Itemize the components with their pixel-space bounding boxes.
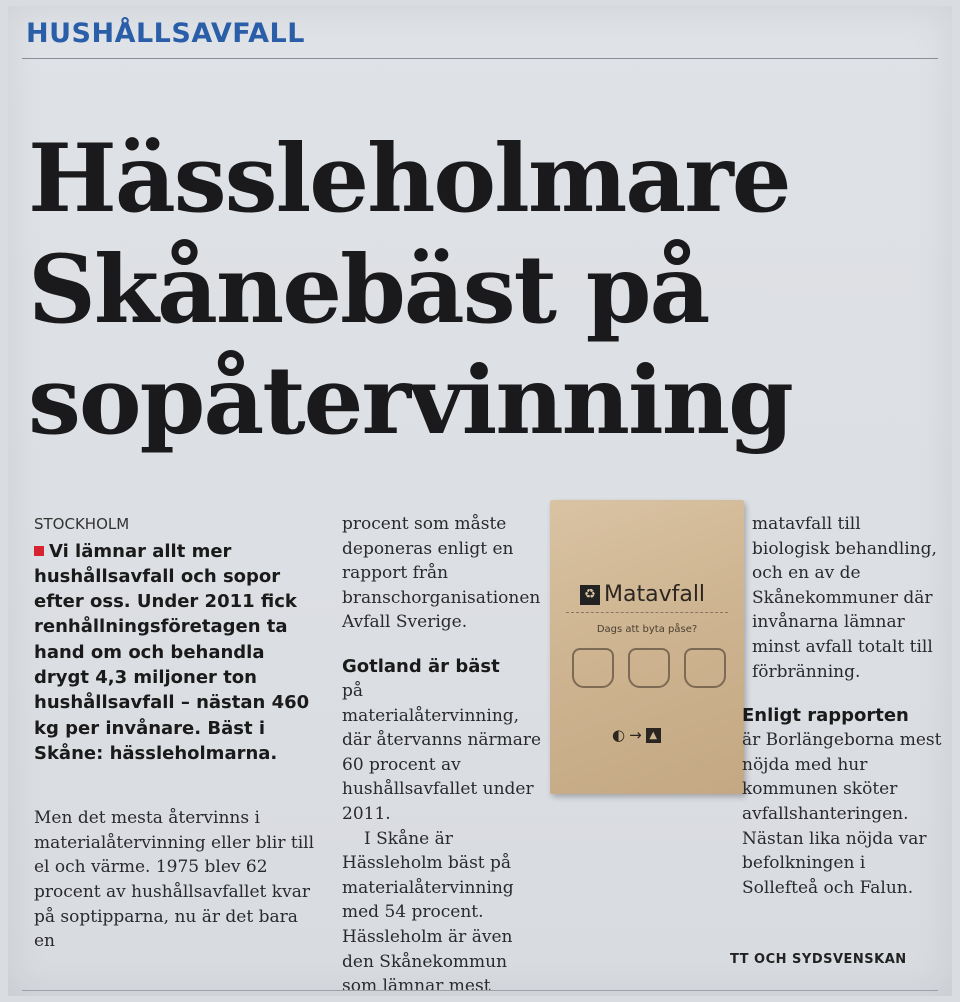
bottom-rule: [22, 990, 938, 991]
column-3: [652, 512, 942, 900]
dateline: STOCKHOLM: [34, 515, 130, 533]
body-paragraph: procent som måste deponeras enligt en rapport från branschorganisationen Avfall Sverige.: [342, 514, 541, 633]
arrow-right-icon: →: [629, 726, 642, 744]
bullet-square-icon: [34, 546, 44, 556]
lead-paragraph: [34, 539, 324, 767]
recycle-mark-icon: ♻: [580, 585, 600, 605]
headline-line-3: sopåtervinning: [28, 346, 792, 456]
body-paragraph: [652, 512, 942, 684]
top-rule: [22, 58, 938, 59]
headline: [28, 124, 948, 457]
subhead-gotland: Gotland är bäst: [342, 655, 500, 677]
bag-circle-icon: ◐: [612, 726, 626, 744]
body-paragraph: på materialåtervinning, där återvanns närmare 60 procent av hushållsavfallet under 2011.: [342, 680, 542, 824]
bin-icon: ▲: [646, 728, 661, 743]
bag-brand: Matavfall: [604, 582, 706, 607]
body-paragraph: är Borlängeborna mest nöjda med hur kommunen sköter avfallshanteringen. Nästan lika nöjda var befolkningen i Sollefteå och Falun.: [742, 730, 942, 898]
headline-line-2: Skånebäst på: [28, 235, 709, 345]
column-2: [342, 512, 542, 999]
headline-line-1: Hässleholmare: [28, 124, 790, 234]
subhead-rapporten: Enligt rapporten: [742, 705, 909, 727]
lead-text: Vi lämnar allt mer hushållsavfall och sopor efter oss. Under 2011 fick renhållningsföretagen ta hand om och behandla drygt 4,3 miljoner ton hushållsavfall – nästan 460 kg per invånare. Bäst i Skåne: hässleholmarna.: [34, 540, 310, 764]
body-paragraph: I Skåne är Hässleholm bäst på materialåtervinning med 54 procent. Hässleholm är även den Skånekommun som lämnar mest: [342, 828, 514, 997]
newspaper-clipping: [8, 6, 952, 996]
body-text: matavfall till biologisk behandling, och en av de Skånekommuner där invånarna lämnar minst avfall totalt till förbränning.: [752, 514, 937, 682]
bag-step-1-icon: [572, 648, 614, 688]
bag-subtitle: Dags att byta påse?: [596, 624, 698, 635]
section-label: HUSHÅLLSAVFALL: [26, 18, 305, 49]
byline: TT OCH SYDSVENSKAN: [730, 952, 907, 967]
column-1: [34, 512, 324, 954]
body-paragraph: Men det mesta återvinns i materialåtervinning eller blir till el och värme. 1975 blev 62 procent av hushållsavfallet kvar på soptipparna, nu är det bara en: [34, 808, 315, 952]
